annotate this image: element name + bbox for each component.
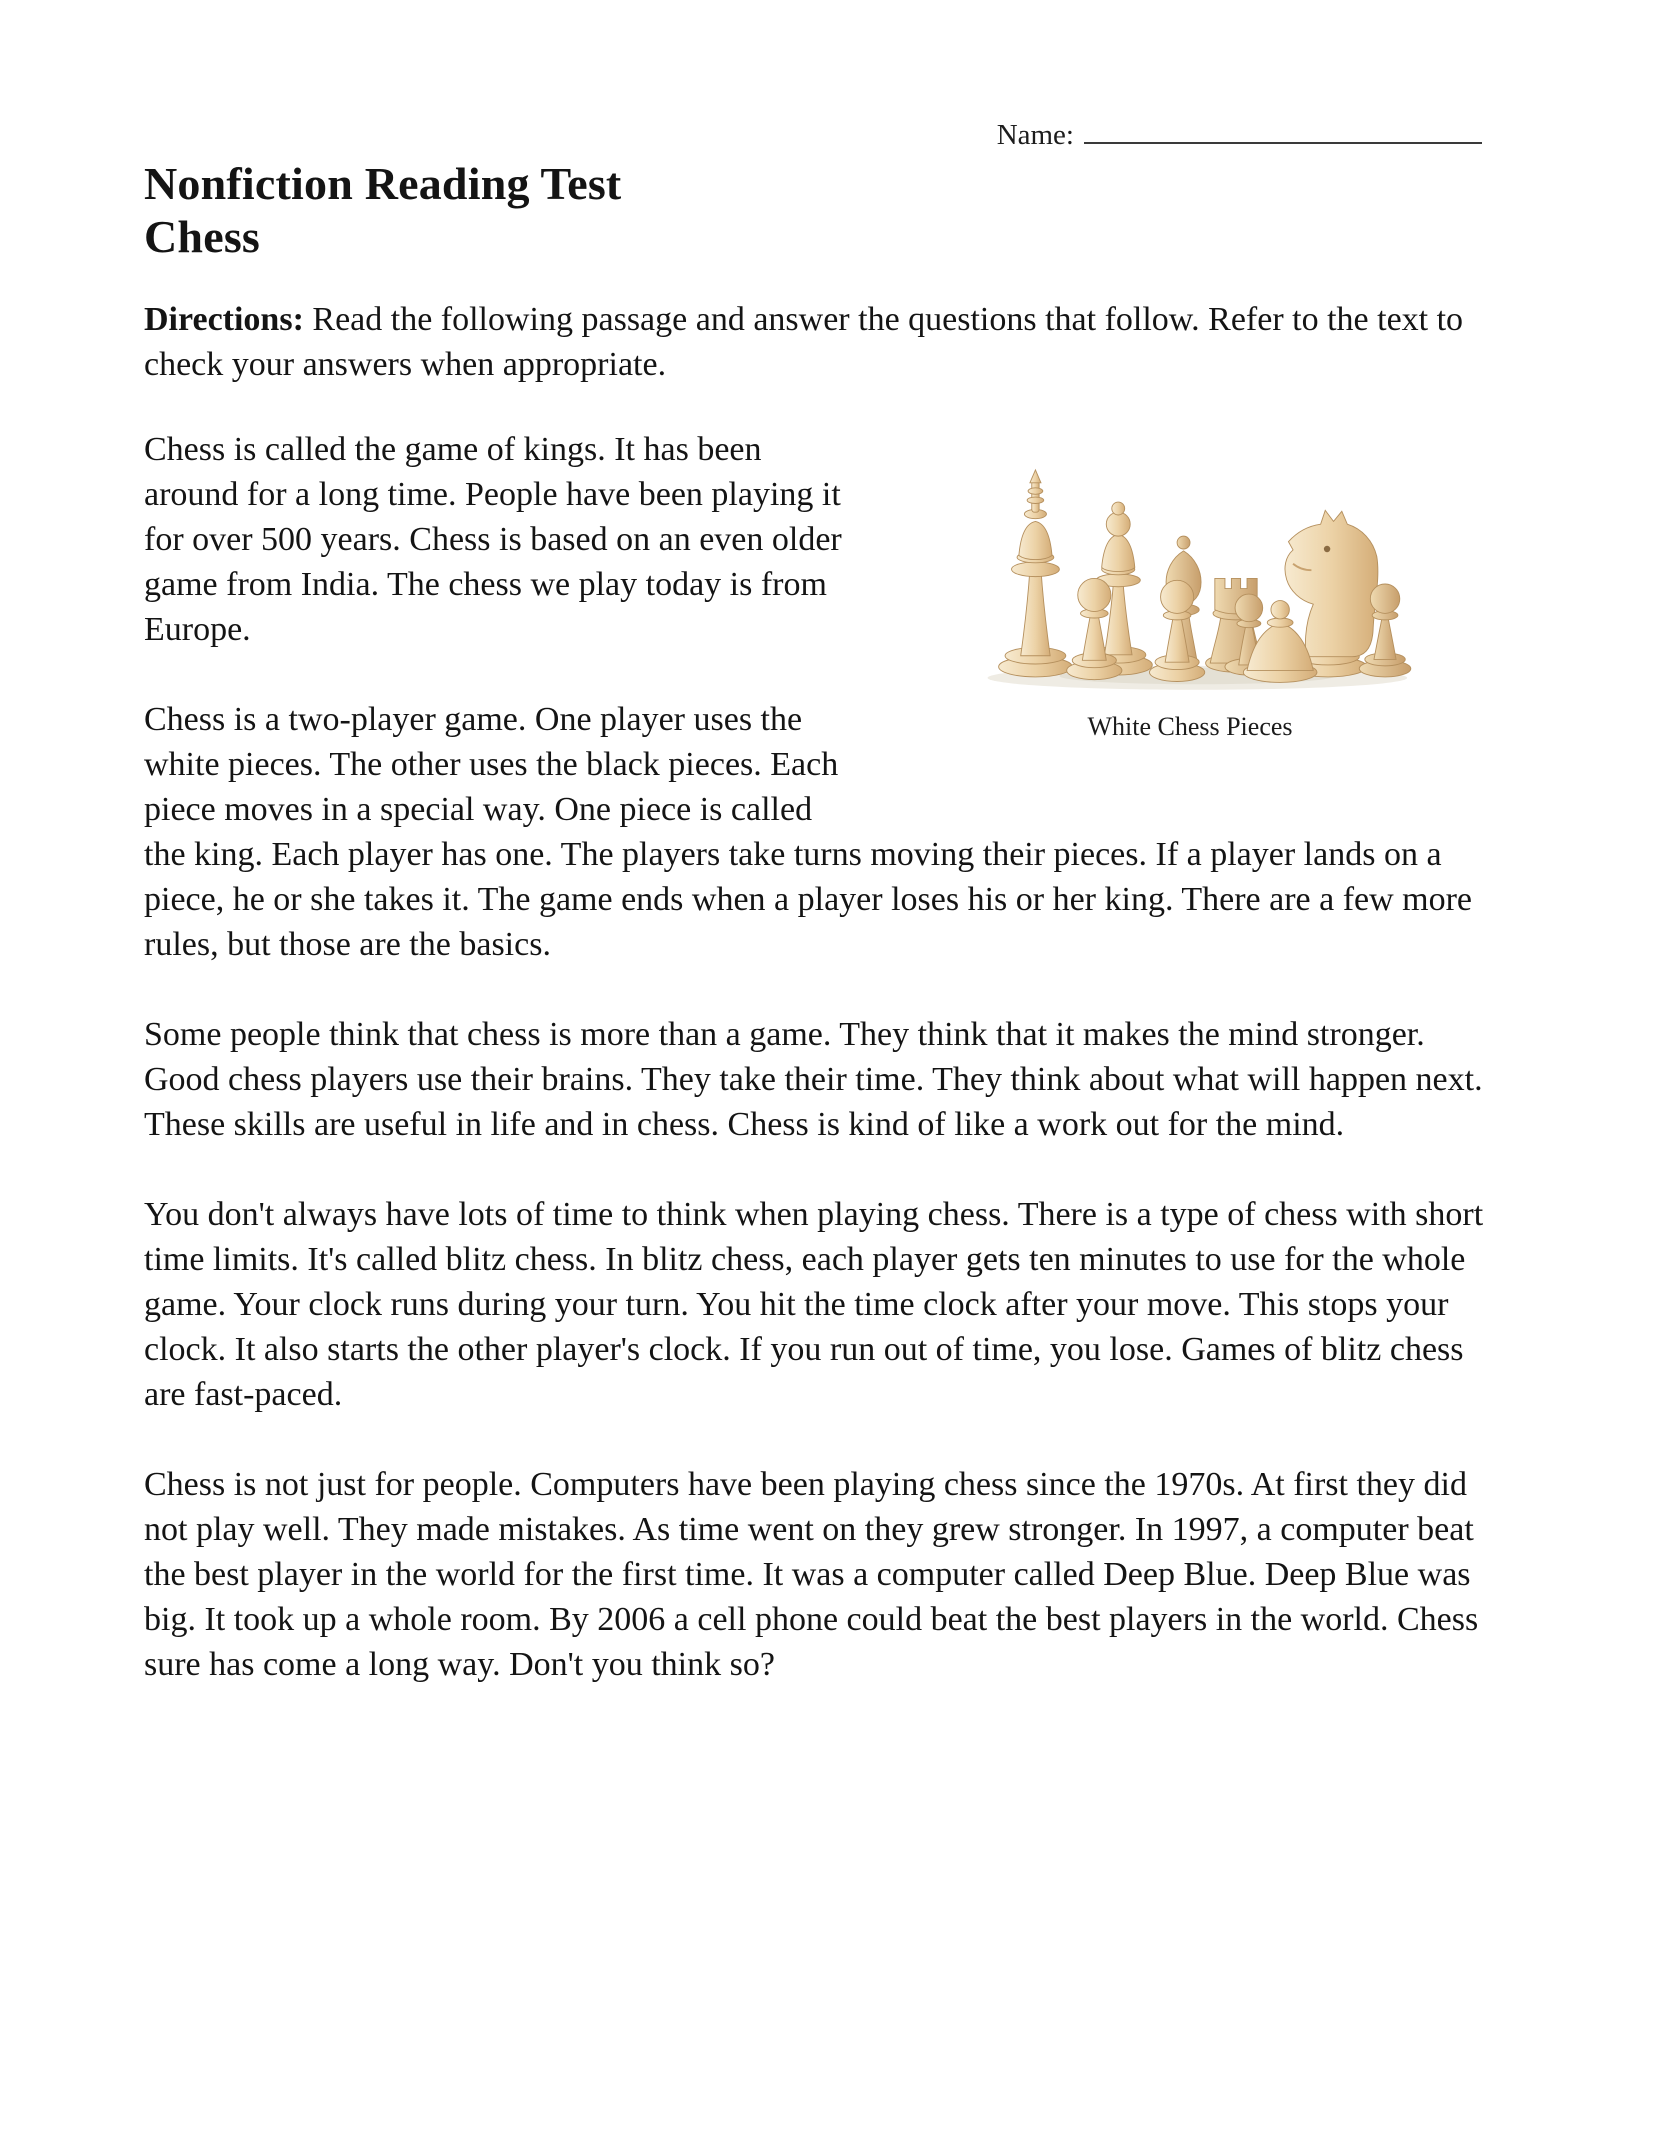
title-block	[144, 157, 1500, 263]
name-label: Name:	[996, 119, 1074, 151]
directions	[144, 297, 1500, 387]
chess-figure	[880, 433, 1500, 743]
figure-caption: White Chess Pieces	[1087, 712, 1293, 741]
white-chess-pieces-photo	[960, 433, 1420, 700]
passage	[144, 427, 1500, 1687]
name-row	[144, 112, 1500, 153]
directions-label: Directions:	[144, 301, 304, 338]
passage-paragraph-2: Chess is a two-player game. One player uses the white pieces. The other uses the black pieces. Each piece moves in a special way. One piece is called the king. Each player has one. The players take turns moving their pieces. If a player lands on a piece, he or she takes it. The game ends when a player loses his or her king. There are a few more rules, but those are the basics.	[144, 701, 1473, 963]
name-blank-line[interactable]	[1084, 112, 1482, 144]
passage-paragraph-5: Chess is not just for people. Computers have been playing chess since the 1970s. At first they did not play well. They made mistakes. As time went on they grew stronger. In 1997, a computer beat the best player in the world for the first time. It was a computer called Deep Blue. Deep Blue was big. It took up a whole room. By 2006 a cell phone could beat the best players in the world. Chess sure has come a long way. Don't you think so?	[144, 1466, 1479, 1683]
passage-paragraph-1: Chess is called the game of kings. It has been around for a long time. People have been playing it for over 500 years. Chess is based on an even older game from India. The chess we play today is from Europe.	[144, 431, 842, 648]
passage-paragraph-3: Some people think that chess is more than a game. They think that it makes the mind stronger. Good chess players use their brains. They take their time. They think about what will happen next. These skills are useful in life and in chess. Chess is kind of like a work out for the mind.	[144, 1016, 1483, 1143]
passage-paragraph-4: You don't always have lots of time to think when playing chess. There is a type of chess with short time limits. It's called blitz chess. In blitz chess, each player gets ten minutes to use for the whole game. Your clock runs during your turn. You hit the time clock after your move. This stops your clock. It also starts the other player's clock. If you run out of time, you lose. Games of blitz chess are fast-paced.	[144, 1196, 1484, 1413]
directions-text: Read the following passage and answer the questions that follow. Refer to the text to check your answers when appropriate.	[144, 301, 1464, 383]
page-title: Nonfiction Reading Test	[144, 158, 622, 209]
page-subtitle: Chess	[144, 211, 261, 262]
